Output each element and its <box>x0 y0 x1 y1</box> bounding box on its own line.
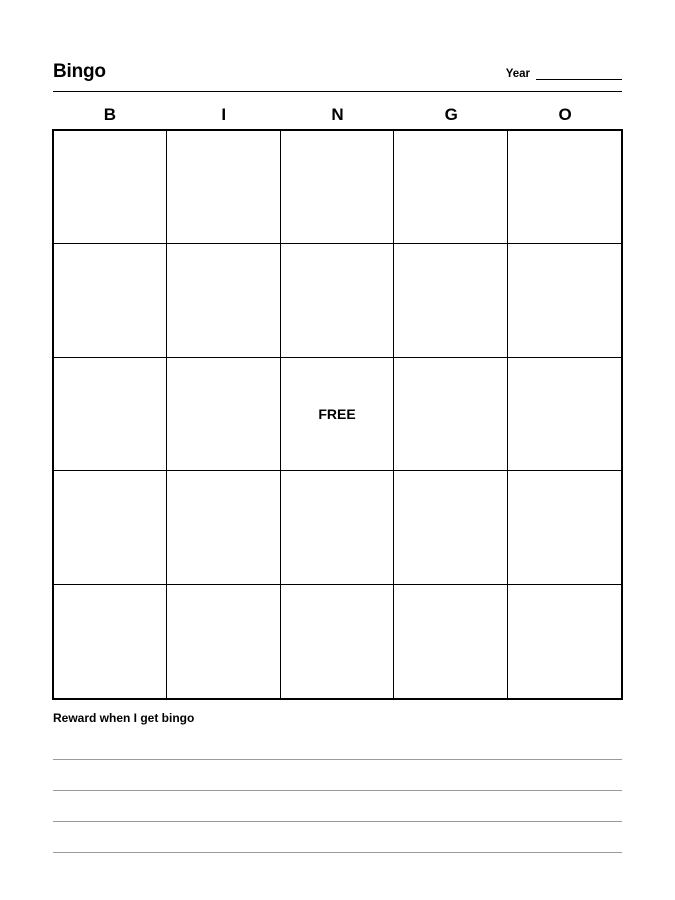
bingo-cell-r1-c5[interactable] <box>508 131 621 244</box>
bingo-cell-r4-c1[interactable] <box>54 471 167 584</box>
reward-label: Reward when I get bingo <box>53 711 195 725</box>
reward-write-line[interactable] <box>53 759 622 760</box>
bingo-cell-r3-c5[interactable] <box>508 358 621 471</box>
bingo-cell-r4-c2[interactable] <box>167 471 280 584</box>
bingo-cell-r2-c4[interactable] <box>394 244 507 357</box>
column-headers <box>53 104 622 126</box>
bingo-cell-r1-c3[interactable] <box>281 131 394 244</box>
bingo-grid <box>52 129 623 700</box>
page-title: Bingo <box>53 61 106 82</box>
bingo-cell-r1-c1[interactable] <box>54 131 167 244</box>
bingo-cell-r5-c5[interactable] <box>508 585 621 698</box>
bingo-cell-r4-c5[interactable] <box>508 471 621 584</box>
column-header-b: B <box>103 105 117 124</box>
header-divider <box>53 91 622 92</box>
bingo-cell-r3-c4[interactable] <box>394 358 507 471</box>
column-header-g: G <box>444 105 458 124</box>
reward-write-line[interactable] <box>53 852 622 853</box>
bingo-cell-r5-c1[interactable] <box>54 585 167 698</box>
bingo-cell-r3-c3[interactable]: FREE <box>281 358 394 471</box>
bingo-cell-r2-c3[interactable] <box>281 244 394 357</box>
bingo-cell-r4-c3[interactable] <box>281 471 394 584</box>
reward-write-line[interactable] <box>53 790 622 791</box>
bingo-cell-r1-c4[interactable] <box>394 131 507 244</box>
bingo-cell-r2-c5[interactable] <box>508 244 621 357</box>
bingo-cell-r5-c4[interactable] <box>394 585 507 698</box>
bingo-cell-r5-c3[interactable] <box>281 585 394 698</box>
bingo-cell-r1-c2[interactable] <box>167 131 280 244</box>
bingo-cell-r4-c4[interactable] <box>394 471 507 584</box>
column-header-n: N <box>331 105 344 124</box>
year-blank-line[interactable] <box>536 79 622 80</box>
reward-write-line[interactable] <box>53 821 622 822</box>
year-label: Year <box>505 68 530 80</box>
bingo-cell-r2-c2[interactable] <box>167 244 280 357</box>
bingo-cell-r3-c1[interactable] <box>54 358 167 471</box>
column-header-o: O <box>558 105 572 124</box>
bingo-cell-r3-c2[interactable] <box>167 358 280 471</box>
column-header-i: I <box>221 105 227 124</box>
bingo-cell-r2-c1[interactable] <box>54 244 167 357</box>
year-field <box>506 67 622 81</box>
bingo-cell-r5-c2[interactable] <box>167 585 280 698</box>
